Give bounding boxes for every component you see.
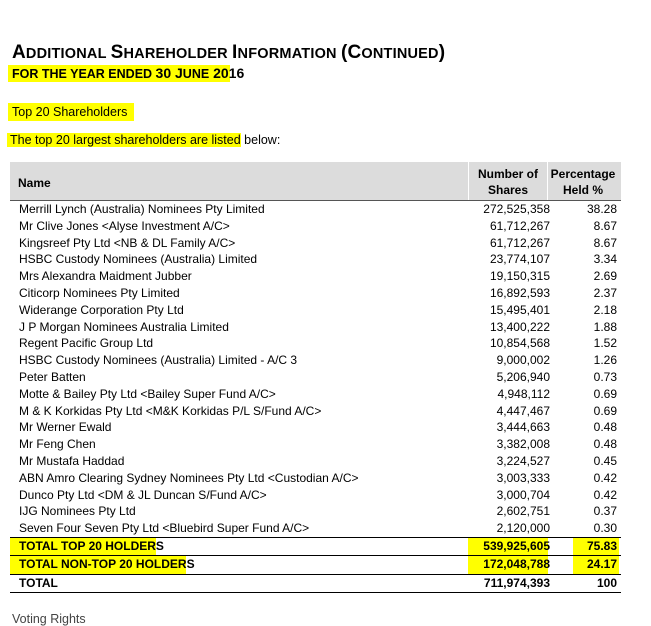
percentage-value: 3.34 [593,252,617,267]
table-row [10,235,621,252]
percentage-value: 2.18 [593,302,617,317]
percentage-value: 2.69 [593,269,617,284]
shares-value: 3,224,527 [496,453,550,468]
percentage-value: 1.26 [593,353,617,368]
total-label: TOTAL TOP 20 HOLDERS [19,538,164,553]
percentage-value: 0.42 [593,470,617,485]
holder-name: M & K Korkidas Pty Ltd <M&K Korkidas P/L S/Fund A/C> [19,403,322,418]
total-row [10,555,621,574]
percentage-value: 0.45 [593,453,617,468]
total-percentage: 75.83 [586,538,617,553]
shares-value: 3,444,663 [496,420,550,435]
percentage-value: 0.30 [593,521,617,536]
percentage-value: 8.67 [593,235,617,250]
holder-name: Peter Batten [19,369,86,384]
percentage-value: 8.67 [593,218,617,233]
shares-value: 4,948,112 [497,386,550,401]
table-row [10,352,621,369]
shareholders-table [10,162,621,593]
total-label: TOTAL NON-TOP 20 HOLDERS [19,557,195,572]
page-title: ADDITIONAL SHAREHOLDER INFORMATION (CONTINUED) [12,42,446,63]
table-row [10,335,621,352]
holder-name: J P Morgan Nominees Australia Limited [19,319,229,334]
next-section-heading: Voting Rights [12,612,86,626]
header-name: Name [18,176,51,190]
table-row [10,218,621,235]
table-row [10,369,621,386]
percentage-value: 0.42 [593,487,617,502]
shares-value: 5,206,940 [496,369,550,384]
table-row [10,268,621,285]
table-row [10,302,621,319]
table-row [10,419,621,436]
table-row [10,386,621,403]
table-row [10,503,621,520]
holder-name: Mr Werner Ewald [19,420,112,435]
percentage-value: 38.28 [586,202,617,216]
shares-value: 2,120,000 [496,521,550,536]
holder-name: Mr Mustafa Haddad [19,453,125,468]
total-shares: 539,925,605 [483,538,550,553]
percentage-value: 0.48 [593,420,617,435]
intro-text: The top 20 largest shareholders are listed below: [10,131,280,149]
holder-name: HSBC Custody Nominees (Australia) Limited - A/C 3 [19,353,298,368]
shares-value: 3,000,704 [496,487,550,502]
table-header [10,162,621,201]
percentage-value: 0.73 [593,369,617,384]
table-body [10,201,621,537]
shares-value: 3,382,008 [496,437,550,452]
percentage-value: 0.69 [593,403,617,418]
holder-name: Mr Clive Jones <Alyse Investment A/C> [19,218,230,233]
period-subtitle: FOR THE YEAR ENDED 30 JUNE 2016 [8,65,230,82]
header-shares: Number of Shares [478,167,538,197]
percentage-value: 1.88 [593,319,617,334]
percentage-value: 0.37 [593,504,617,519]
header-percentage: Percentage Held % [550,167,616,197]
total-percentage: 24.17 [586,557,617,572]
table-row [10,520,621,537]
holder-name: ABN Amro Clearing Sydney Nominees Pty Ltd <Custodian A/C> [19,470,359,485]
table-row [10,403,621,420]
table-row [10,470,621,487]
total-row [10,537,621,556]
shares-value: 23,774,107 [489,252,550,267]
holder-name: Dunco Pty Ltd <DM & JL Duncan S/Fund A/C> [19,487,267,502]
holder-name: Mrs Alexandra Maidment Jubber [19,269,192,284]
holder-name: Motte & Bailey Pty Ltd <Bailey Super Fund A/C> [19,386,276,401]
total-shares: 711,974,393 [483,575,550,590]
shares-value: 2,602,751 [496,504,550,519]
table-row [10,201,621,218]
holder-name: HSBC Custody Nominees (Australia) Limited [19,252,258,267]
total-row [10,574,621,594]
percentage-value: 0.69 [593,386,617,401]
table-row [10,436,621,453]
table-row [10,251,621,268]
shares-value: 19,150,315 [489,269,550,284]
shares-value: 272,525,358 [483,202,550,216]
shares-value: 10,854,568 [489,336,550,351]
table-totals [10,537,621,594]
holder-name: Merrill Lynch (Australia) Nominees Pty Limited [19,202,265,216]
shares-value: 15,495,401 [489,302,550,317]
shares-value: 13,400,222 [489,319,550,334]
section-heading: Top 20 Shareholders [8,103,134,121]
percentage-value: 1.52 [593,336,617,351]
table-row [10,319,621,336]
table-row [10,453,621,470]
holder-name: IJG Nominees Pty Ltd [19,504,136,519]
shares-value: 61,712,267 [489,218,550,233]
shares-value: 16,892,593 [489,285,550,300]
holder-name: Mr Feng Chen [19,437,96,452]
shares-value: 4,447,467 [496,403,550,418]
total-percentage: 100 [596,575,617,590]
total-shares: 172,048,788 [483,557,550,572]
holder-name: Citicorp Nominees Pty Limited [19,285,180,300]
shares-value: 3,003,333 [496,470,550,485]
holder-name: Widerange Corporation Pty Ltd [19,302,184,317]
shares-value: 61,712,267 [489,235,550,250]
shares-value: 9,000,002 [496,353,550,368]
table-row [10,285,621,302]
percentage-value: 2.37 [593,285,617,300]
holder-name: Regent Pacific Group Ltd [19,336,154,351]
holder-name: Kingsreef Pty Ltd <NB & DL Family A/C> [19,235,236,250]
total-label: TOTAL [19,575,58,590]
percentage-value: 0.48 [593,437,617,452]
holder-name: Seven Four Seven Pty Ltd <Bluebird Super Fund A/C> [19,521,310,536]
table-row [10,487,621,504]
